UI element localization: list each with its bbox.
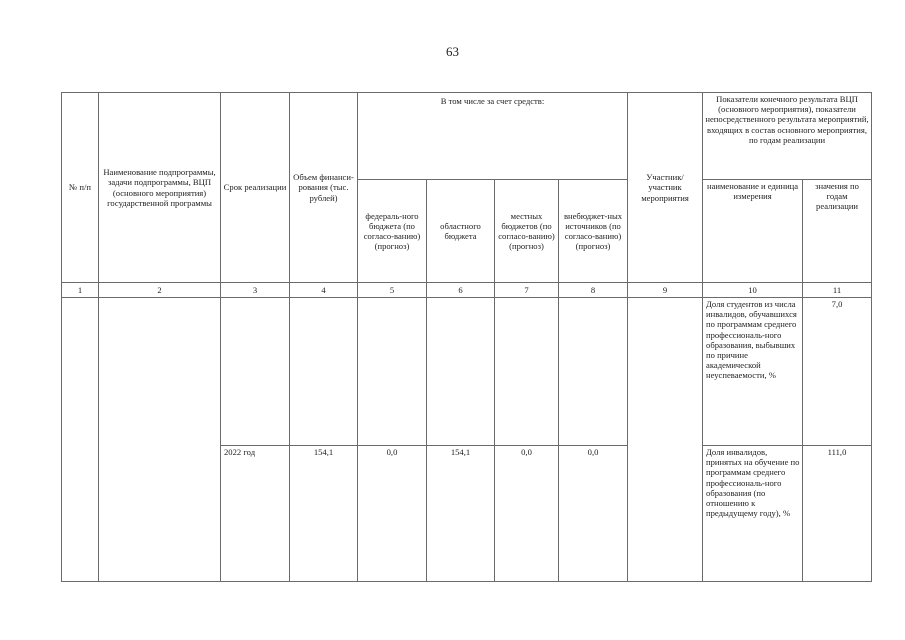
row-participant-cell	[628, 298, 703, 582]
row-name-cell	[99, 298, 221, 582]
column-number: 5	[358, 283, 427, 298]
row-federal: 0,0	[358, 446, 427, 582]
header-federal: федераль-ного бюджета (по согласо-ванию) (прогноз)	[358, 180, 427, 283]
header-name: Наименование подпрограммы, задачи подпрограммы, ВЦП (основного мероприятия) государственной программы	[99, 93, 221, 283]
header-indicators-group: Показатели конечного результата ВЦП (основного мероприятия), показатели непосредственного результата мероприятий, входящих в состав основного мероприятия, по годам реализации	[703, 93, 872, 180]
row-offbudget	[559, 298, 628, 446]
column-number: 1	[62, 283, 99, 298]
header-local: местных бюджетов (по согласо-ванию) (прогноз)	[495, 180, 559, 283]
indicator-value: 111,0	[803, 446, 872, 582]
column-number: 2	[99, 283, 221, 298]
row-period: 2022 год	[221, 446, 290, 582]
row-number-cell	[62, 298, 99, 582]
column-number: 11	[803, 283, 872, 298]
header-offbudget: внебюджет-ных источников (по согласо-ванию) (прогноз)	[559, 180, 628, 283]
column-number: 10	[703, 283, 803, 298]
header-indicator-values: значения по годам реализации	[803, 180, 872, 283]
header-total-financing: Объем финанси-рования (тыс. рублей)	[290, 93, 358, 283]
column-number: 8	[559, 283, 628, 298]
header-indicator-name: наименование и единица измерения	[703, 180, 803, 283]
row-offbudget: 0,0	[559, 446, 628, 582]
row-total	[290, 298, 358, 446]
indicator-name: Доля студентов из числа инвалидов, обучавшихся по программам среднего профессиональ-ного образования, выбывших по причине академической неуспеваемости, %	[703, 298, 803, 446]
row-local	[495, 298, 559, 446]
program-table	[61, 92, 872, 582]
row-federal	[358, 298, 427, 446]
row-local: 0,0	[495, 446, 559, 582]
row-regional	[427, 298, 495, 446]
indicator-name: Доля инвалидов, принятых на обучение по программам среднего профессиональ-ного образования (по отношению к предыдущему году), %	[703, 446, 803, 582]
header-funding-group: В том числе за счет средств:	[358, 93, 628, 180]
row-period	[221, 298, 290, 446]
column-number: 9	[628, 283, 703, 298]
page-number: 63	[446, 44, 459, 59]
column-number: 6	[427, 283, 495, 298]
header-participant: Участник/ участник мероприятия	[628, 93, 703, 283]
header-period: Срок реализации	[221, 93, 290, 283]
row-regional: 154,1	[427, 446, 495, 582]
indicator-value: 7,0	[803, 298, 872, 446]
header-number: № п/п	[62, 93, 99, 283]
header-regional: областного бюджета	[427, 180, 495, 283]
column-number: 3	[221, 283, 290, 298]
column-number: 4	[290, 283, 358, 298]
row-total: 154,1	[290, 446, 358, 582]
column-number: 7	[495, 283, 559, 298]
